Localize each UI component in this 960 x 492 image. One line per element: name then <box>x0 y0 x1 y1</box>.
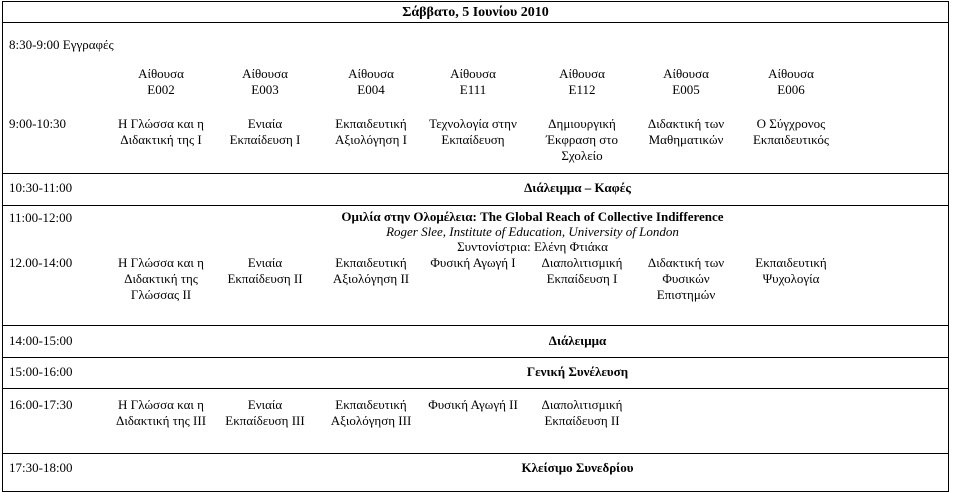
slot1-session-line: Ο Σύγχρονος <box>756 116 826 131</box>
room-header-cell <box>213 66 317 98</box>
slot1-session-line: Εκπαιδευτική <box>335 116 407 131</box>
slot2-session-line: Αξιολόγηση ΙΙ <box>332 271 410 286</box>
room-header-line: Ε006 <box>777 82 805 97</box>
room-header-cell <box>319 66 423 98</box>
page-title: Σάββατο, 5 Ιουνίου 2010 <box>402 5 549 20</box>
slot1-session-line: Εκπαίδευση Ι <box>229 132 301 147</box>
room-header-line: Αίθουσα <box>450 66 496 81</box>
room-header-line: Ε111 <box>459 82 487 97</box>
table-border-top <box>2 1 949 2</box>
slot2-session-cell <box>109 255 213 303</box>
room-header-line: Ε004 <box>357 82 385 97</box>
row-divider <box>2 388 949 389</box>
slot2-session-line: Φυσική Αγωγή Ι <box>430 255 516 270</box>
slot2-session-line: Εκπαιδευτική <box>335 255 407 270</box>
table-border-left <box>2 1 3 491</box>
room-header-cell <box>739 66 843 98</box>
room-header-line: Αίθουσα <box>348 66 394 81</box>
slot3-session-cell <box>109 397 213 429</box>
slot2-session-cell <box>421 255 525 271</box>
slot1-session-line: Τεχνολογία στην <box>429 116 517 131</box>
slot2-session-cell <box>530 255 634 287</box>
room-header-cell <box>421 66 525 98</box>
room-header-line: Ε003 <box>251 82 279 97</box>
slot2-session-line: Ψυχολογία <box>762 271 820 286</box>
slot3-session-cell <box>421 397 525 413</box>
slot1-session-line: Σχολείο <box>561 148 603 163</box>
assembly-time: 15:00-16:00 <box>9 364 73 379</box>
slot3-session-line: Αξιολόγηση ΙΙΙ <box>330 413 412 428</box>
slot3-session-line: Διαπολιτισμική <box>541 397 623 412</box>
room-header-line: Αίθουσα <box>559 66 605 81</box>
room-header-line: Αίθουσα <box>663 66 709 81</box>
row-divider <box>2 325 949 326</box>
slot2-session-line: Εκπαίδευση ΙΙ <box>227 271 303 286</box>
slot2-session-cell <box>213 255 317 287</box>
slot1-session-line: Η Γλώσσα και η <box>118 116 204 131</box>
room-header-cell <box>109 66 213 98</box>
closing-label: Κλείσιμο Συνεδρίου <box>521 460 634 475</box>
slot3-session-line: Διδακτική της ΙΙΙ <box>115 413 207 428</box>
slot3-session-line: Η Γλώσσα και η <box>118 397 204 412</box>
slot3-session-cell <box>213 397 317 429</box>
slot3-session-line: Εκπαίδευση ΙΙ <box>544 413 620 428</box>
slot2-session-cell <box>739 255 843 287</box>
slot1-session-line: Αξιολόγηση Ι <box>335 132 407 147</box>
slot3-session-line: Εκπαιδευτική <box>335 397 407 412</box>
slot2-session-line: Γλώσσας ΙΙ <box>130 287 192 302</box>
slot1-session-line: Έκφραση στο <box>545 132 619 147</box>
break1-label: Διάλειμμα – Καφές <box>524 180 631 195</box>
slot3-session-cell <box>319 397 423 429</box>
slot2-session-cell <box>319 255 423 287</box>
slot3-session-line: Ενιαία <box>247 397 283 412</box>
slot2-session-line: Διαπολιτισμική <box>541 255 623 270</box>
slot1-session-cell <box>421 116 525 148</box>
room-header-line: Ε005 <box>672 82 700 97</box>
room-header-line: Αίθουσα <box>768 66 814 81</box>
row-divider <box>2 453 949 454</box>
table-border-right <box>948 1 949 491</box>
slot1-session-line: Διδακτική της Ι <box>120 132 202 147</box>
slot1-session-cell <box>634 116 738 148</box>
slot1-session-cell <box>319 116 423 148</box>
room-header-line: Ε002 <box>147 82 175 97</box>
slot1-session-line: Δημιουργική <box>548 116 616 131</box>
room-header-cell <box>634 66 738 98</box>
break2-time: 14:00-15:00 <box>9 333 73 348</box>
plenary-speaker: Roger Slee, Institute of Education, University of London <box>386 224 679 239</box>
room-header-line: Ε112 <box>568 82 596 97</box>
slot2-session-line: Φυσικών <box>662 271 710 286</box>
slot3-session-line: Φυσική Αγωγή ΙΙ <box>428 397 518 412</box>
slot3-session-line: Εκπαίδευση ΙΙΙ <box>225 413 305 428</box>
slot3-session-cell <box>530 397 634 429</box>
assembly-label: Γενική Συνέλευση <box>526 364 629 379</box>
slot2-session-line: Εκπαίδευση Ι <box>546 271 618 286</box>
plenary-title: Ομιλία στην Ολομέλεια: The Global Reach of Collective Indifference <box>341 209 724 224</box>
row-divider <box>2 205 949 206</box>
room-header-line: Αίθουσα <box>138 66 184 81</box>
slot1-session-cell <box>213 116 317 148</box>
break2-label: Διάλειμμα <box>548 333 607 348</box>
slot2-time: 12.00-14:00 <box>9 255 73 270</box>
slot2-session-line: Ενιαία <box>247 255 283 270</box>
header-divider <box>2 22 949 23</box>
slot2-session-line: Η Γλώσσα και η <box>118 255 204 270</box>
plenary-chair: Συντονίστρια: Ελένη Φτιάκα <box>457 239 608 254</box>
break1-time: 10:30-11:00 <box>9 180 73 195</box>
registration-label: 8:30-9:00 Εγγραφές <box>9 37 114 52</box>
slot1-session-cell <box>739 116 843 148</box>
slot2-session-cell <box>634 255 738 303</box>
row-divider <box>2 357 949 358</box>
slot2-session-line: Διδακτική της <box>124 271 198 286</box>
row-divider <box>2 173 949 174</box>
slot1-session-cell <box>109 116 213 148</box>
slot2-session-line: Επιστημών <box>656 287 716 302</box>
room-header-line: Αίθουσα <box>242 66 288 81</box>
slot2-session-line: Διδακτική των <box>647 255 725 270</box>
slot1-session-line: Εκπαίδευση <box>441 132 505 147</box>
slot1-session-line: Μαθηματικών <box>648 132 724 147</box>
slot1-session-line: Διδακτική των <box>647 116 725 131</box>
slot1-session-cell <box>530 116 634 164</box>
slot3-time: 16:00-17:30 <box>9 397 73 412</box>
closing-time: 17:30-18:00 <box>9 460 73 475</box>
room-header-cell <box>530 66 634 98</box>
slot1-session-line: Εκπαιδευτικός <box>752 132 830 147</box>
slot2-session-line: Εκπαιδευτική <box>755 255 827 270</box>
slot1-time: 9:00-10:30 <box>9 116 67 131</box>
plenary-time: 11:00-12:00 <box>9 210 73 225</box>
slot1-session-line: Ενιαία <box>247 116 283 131</box>
